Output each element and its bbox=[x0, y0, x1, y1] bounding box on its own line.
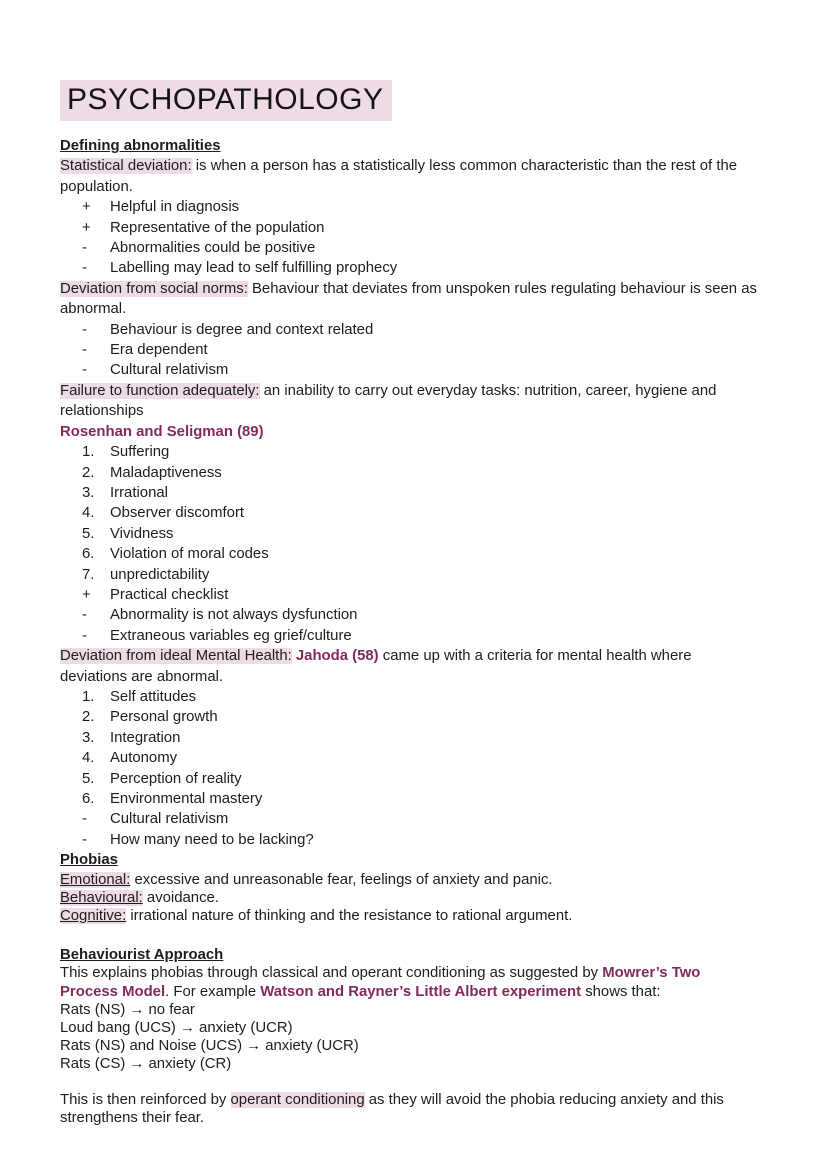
list-item bbox=[60, 258, 757, 278]
list-marker: - bbox=[82, 342, 87, 359]
definition-behavioural bbox=[60, 889, 757, 907]
paragraph-text: an inability to carry out everyday tasks: nutrition, career, hygiene and relationships bbox=[60, 382, 721, 420]
paragraph-social-norms bbox=[60, 279, 762, 320]
paragraph-text: came up with a criteria for mental health where deviations are abnormal. bbox=[60, 648, 696, 685]
section-phobias bbox=[60, 871, 757, 1127]
list-item-text: unpredictability bbox=[110, 566, 210, 583]
list-item-text: Abnormality is not always dysfunction bbox=[110, 607, 358, 624]
conditioning-line: Rats (NS) → no fear bbox=[60, 1001, 195, 1018]
highlighted-term: Deviation from ideal Mental Health: bbox=[60, 648, 292, 665]
paragraph-text: This explains phobias through classical and operant conditioning as suggested by bbox=[60, 965, 603, 982]
paragraph-text: Behaviour that deviates from unspoken rules regulating behaviour is seen as abnormal. bbox=[60, 280, 762, 318]
list-item-text: Suffering bbox=[110, 444, 170, 461]
list-marker: - bbox=[82, 321, 87, 338]
list-marker: + bbox=[82, 199, 91, 216]
list-item bbox=[60, 483, 757, 503]
study-reference: Jahoda (58) bbox=[295, 648, 379, 665]
list-marker: - bbox=[82, 240, 87, 257]
paragraph-text: as they will avoid the phobia reducing anxiety and this strengthens their fear. bbox=[60, 1091, 729, 1126]
paragraph-reinforcement bbox=[60, 1091, 757, 1127]
highlighted-term: Failure to function adequately: bbox=[60, 382, 260, 399]
list-item bbox=[60, 707, 757, 727]
list-marker: + bbox=[82, 219, 91, 236]
paragraph-text: avoidance. bbox=[142, 889, 219, 906]
list-item-text: Cultural relativism bbox=[110, 811, 229, 828]
list-marker: 2. bbox=[82, 709, 95, 726]
paragraph-text: irrational nature of thinking and the resistance to rational argument. bbox=[126, 908, 573, 925]
list-marker: 4. bbox=[82, 505, 95, 522]
conditioning-line: Loud bang (UCS) → anxiety (UCR) bbox=[60, 1020, 293, 1037]
list-item bbox=[60, 238, 757, 258]
paragraph-text: This is then reinforced by bbox=[60, 1091, 231, 1108]
list-marker: - bbox=[82, 362, 87, 379]
list-marker: 6. bbox=[82, 791, 95, 807]
paragraph-text: shows that: bbox=[581, 983, 661, 1000]
list-marker: 7. bbox=[82, 566, 95, 583]
highlighted-term: Statistical deviation: bbox=[60, 158, 192, 175]
list-marker: + bbox=[82, 586, 91, 603]
list-item bbox=[60, 605, 757, 625]
section-heading: Defining abnormalities bbox=[60, 138, 221, 154]
definition-cognitive bbox=[60, 907, 757, 925]
paragraph-text: . For example bbox=[165, 983, 261, 1000]
list-item-text: How many need to be lacking? bbox=[110, 831, 314, 848]
highlighted-term: Cognitive: bbox=[60, 908, 127, 925]
list-marker: 5. bbox=[82, 525, 95, 542]
list-item bbox=[60, 687, 757, 707]
list-marker: 5. bbox=[82, 770, 95, 787]
highlighted-term: Emotional: bbox=[60, 871, 131, 888]
document-body bbox=[60, 80, 762, 1127]
list-item-text: Extraneous variables eg grief/culture bbox=[110, 627, 352, 644]
list-item bbox=[60, 565, 757, 585]
list-item bbox=[60, 524, 757, 544]
list-item-text: Labelling may lead to self fulfilling prophecy bbox=[110, 260, 398, 277]
list-item-text: Maladaptiveness bbox=[110, 464, 222, 481]
definition-emotional bbox=[60, 871, 757, 889]
list-marker: - bbox=[82, 811, 87, 828]
list-marker: 1. bbox=[82, 444, 95, 461]
list-item-text: Self attitudes bbox=[110, 688, 197, 705]
highlighted-term: Deviation from social norms: bbox=[60, 280, 248, 297]
list-item-text: Perception of reality bbox=[110, 770, 242, 787]
page-title: PSYCHOPATHOLOGY bbox=[60, 80, 392, 121]
list-item bbox=[60, 340, 757, 360]
list-item bbox=[60, 626, 757, 646]
list-item-text: Abnormalities could be positive bbox=[110, 240, 316, 257]
list-item bbox=[60, 830, 757, 850]
conditioning-line: Rats (NS) and Noise (UCS) → anxiety (UCR) bbox=[60, 1038, 359, 1055]
list-item bbox=[60, 197, 757, 217]
list-marker: 1. bbox=[82, 688, 95, 705]
list-item-text: Helpful in diagnosis bbox=[110, 199, 240, 216]
list-marker: - bbox=[82, 627, 87, 644]
study-reference: Watson and Rayner’s Little Albert experiment bbox=[260, 983, 582, 1000]
paragraph-behaviourist-intro bbox=[60, 964, 757, 1000]
list-item bbox=[60, 442, 757, 462]
list-item bbox=[60, 218, 757, 238]
list-item bbox=[60, 320, 757, 340]
list-marker: 4. bbox=[82, 750, 95, 767]
list-marker: 2. bbox=[82, 464, 95, 481]
list-marker: 6. bbox=[82, 546, 95, 563]
list-item-text: Environmental mastery bbox=[110, 791, 263, 807]
paragraph-text: excessive and unreasonable fear, feelings of anxiety and panic. bbox=[130, 871, 553, 888]
study-reference-heading: Rosenhan and Seligman (89) bbox=[60, 423, 264, 440]
list-item bbox=[60, 748, 757, 768]
list-item-text: Era dependent bbox=[110, 342, 208, 359]
section-heading-behaviourist: Behaviourist Approach bbox=[60, 947, 224, 964]
list-marker: 3. bbox=[82, 729, 95, 746]
list-item-text: Vividness bbox=[110, 525, 174, 542]
list-item-text: Observer discomfort bbox=[110, 505, 245, 522]
conditioning-line: Rats (CS) → anxiety (CR) bbox=[60, 1056, 232, 1073]
blank-line bbox=[60, 925, 757, 946]
list-item-text: Violation of moral codes bbox=[110, 546, 269, 563]
list-marker: 3. bbox=[82, 484, 95, 501]
list-item bbox=[60, 769, 757, 789]
highlighted-term: operant conditioning bbox=[230, 1091, 365, 1108]
highlighted-term: Behavioural: bbox=[60, 889, 143, 906]
title-block bbox=[60, 80, 757, 121]
list-marker: - bbox=[82, 831, 87, 848]
list-item-text: Cultural relativism bbox=[110, 362, 229, 379]
list-item bbox=[60, 463, 757, 483]
paragraph-ideal-mental-health bbox=[60, 646, 757, 687]
list-item bbox=[60, 789, 757, 809]
list-item bbox=[60, 728, 757, 748]
paragraph-statistical-deviation bbox=[60, 156, 757, 197]
paragraph-failure-to-function bbox=[60, 381, 757, 422]
list-item bbox=[60, 585, 757, 605]
blank-line bbox=[60, 1074, 757, 1091]
list-item bbox=[60, 360, 757, 380]
list-item bbox=[60, 544, 757, 564]
paragraph-text: is when a person has a statistically less common characteristic than the rest of the population. bbox=[60, 158, 742, 195]
list-item-text: Personal growth bbox=[110, 709, 218, 726]
list-item-text: Irrational bbox=[110, 484, 168, 501]
list-item-text: Behaviour is degree and context related bbox=[110, 321, 374, 338]
list-marker: - bbox=[82, 607, 87, 624]
list-item bbox=[60, 809, 757, 829]
section-defining-abnormalities bbox=[60, 136, 762, 871]
list-item-text: Autonomy bbox=[110, 750, 178, 767]
list-item-text: Practical checklist bbox=[110, 586, 229, 603]
section-heading-phobias: Phobias bbox=[60, 852, 118, 869]
list-item bbox=[60, 503, 757, 523]
list-marker: - bbox=[82, 260, 87, 277]
list-item-text: Representative of the population bbox=[110, 219, 325, 236]
list-item-text: Integration bbox=[110, 729, 181, 746]
study-reference: Mowrer’s Two Process Model bbox=[60, 965, 705, 1000]
